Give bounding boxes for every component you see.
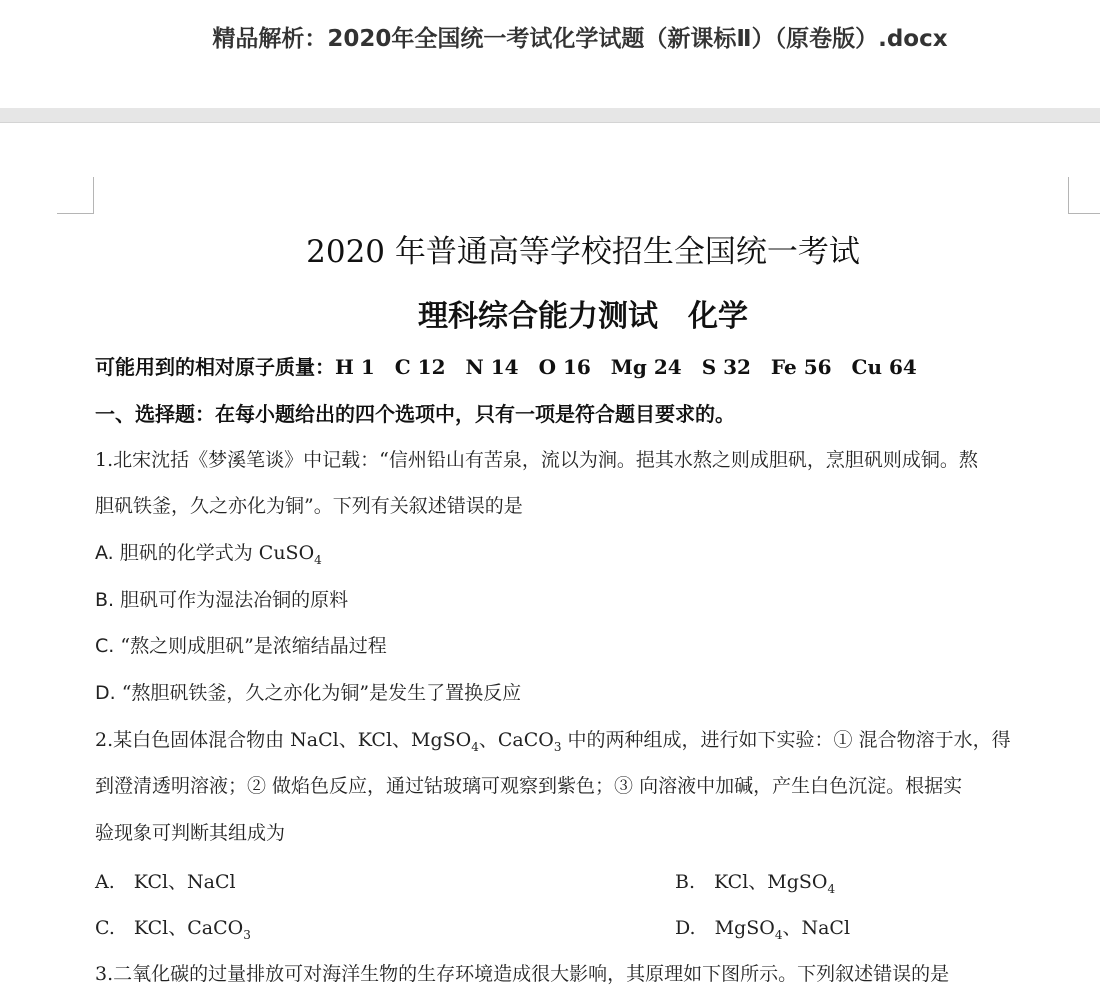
margin-corner-mark-right [1068,177,1100,214]
document-page [0,123,1100,990]
q2-options-row-1 [95,867,1084,894]
q3-stem-line-1: 3.二氧化碳的过量排放可对海洋生物的生存环境造成很大影响，其原理如下图所示。下列叙述错误的是 [95,963,950,985]
margin-corner-mark-left [57,177,94,214]
q1-stem-line-2: 胆矾铁釜，久之亦化为铜”。下列有关叙述错误的是 [95,495,523,517]
title-bar [0,0,1100,108]
option-text: “熬之则成胆矾”是浓缩结晶过程 [114,635,387,657]
option-text: 胆矾可作为湿法冶铜的原料 [114,589,349,611]
document-title: 精品解析：2020年全国统一考试化学试题（新课标Ⅱ）（原卷版）.docx [212,26,948,52]
subscript: 4 [314,552,322,567]
option-text: 、NaCl [782,917,851,939]
q1-option-b [95,585,1084,612]
section-heading: 一、选择题：在每小题给出的四个选项中，只有一项是符合题目要求的。 [95,402,735,426]
subscript: 3 [243,927,251,942]
subscript: 4 [471,739,479,754]
exam-title: 2020 年普通高等学校招生全国统一考试 [306,234,860,270]
option-letter: C. [95,635,115,657]
exam-subtitle: 理科综合能力测试 化学 [418,299,748,334]
q1-stem-line-1: 1.北宋沈括《梦溪笔谈》中记载：“信州铅山有苦泉，流以为涧。挹其水熬之则成胆矾，烹胆矾则成铜。熬 [95,449,978,471]
option-text: “熬胆矾铁釜，久之亦化为铜”是发生了置换反应 [115,682,522,704]
q2-text-part: 中的两种组成，进行如下实验：① 混合物溶于水，得 [561,729,1011,751]
option-letter: B. [95,589,115,611]
q2-option-d [675,913,850,942]
option-letter: D. [95,682,116,704]
q2-text-part: 2.某白色固体混合物由 NaCl、KCl、MgSO [95,729,472,751]
q2-text-part: 、CaCO [478,729,554,751]
q1-option-a [95,538,1084,567]
option-text: B. KCl、MgSO [675,871,828,893]
q2-options-row-2 [95,913,1084,942]
q1-option-d [95,678,1084,705]
option-letter: A. [95,542,114,564]
q2-stem-line-1 [95,725,1084,754]
q2-stem-line-2: 到澄清透明溶液；② 做焰色反应，通过钴玻璃可观察到紫色；③ 向溶液中加碱，产生白色沉淀。根据实 [95,775,963,797]
subscript: 4 [827,881,836,896]
q2-stem-line-3: 验现象可判断其组成为 [95,822,286,844]
q1-option-c [95,631,1084,658]
option-text: 胆矾的化学式为 CuSO [113,542,315,564]
option-text: D. MgSO [675,917,775,939]
q2-option-a: A. KCl、NaCl [95,871,236,893]
subscript: 4 [774,927,783,942]
page-separator [0,108,1100,123]
q2-option-c [95,917,251,942]
option-text: C. KCl、CaCO [95,917,244,939]
atomic-masses: 可能用到的相对原子质量：H 1 C 12 N 14 O 16 Mg 24 S 32 Fe 56 Cu 64 [95,355,917,379]
subscript: 3 [553,739,562,754]
q2-option-b [675,867,835,896]
